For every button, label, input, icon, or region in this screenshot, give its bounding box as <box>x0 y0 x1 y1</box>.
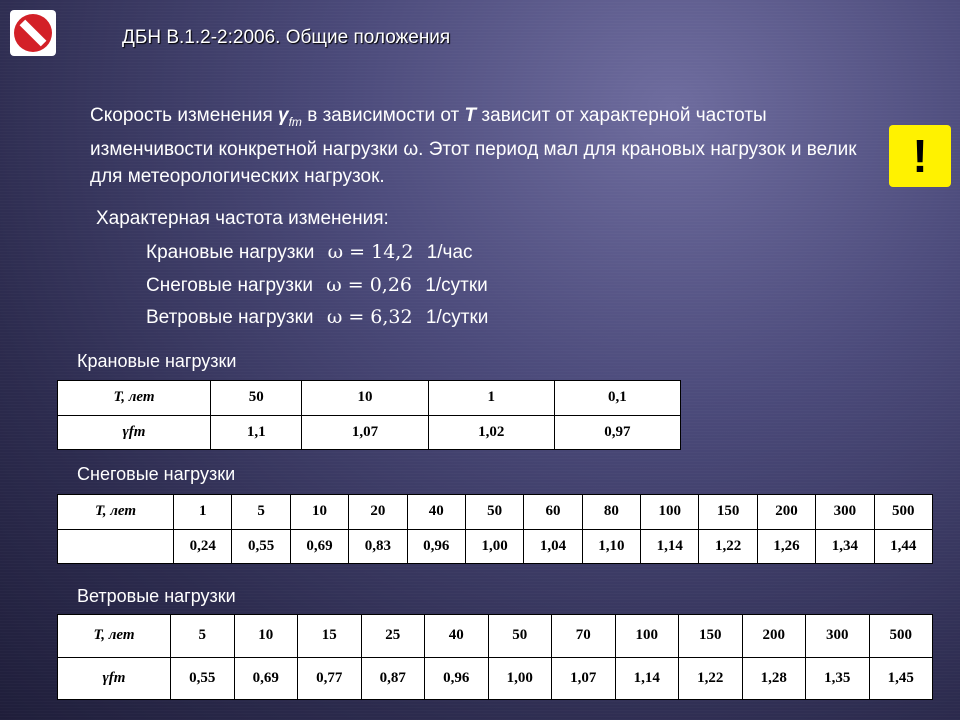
table-cell: 1,14 <box>641 529 699 564</box>
table-cell: 1 <box>174 495 232 530</box>
table-cell: 1 <box>428 381 554 416</box>
intro-paragraph: Скорость изменения $\gamma_{fm}$ в зависимости от T зависит от характерной частоты изменчивости конкретной нагрузки ω. Этот период мал для крановых нагрузок и велик для метеорологических нагрузок. <box>90 105 857 187</box>
table-cell: 0,96 <box>407 529 465 564</box>
table-cell: 300 <box>816 495 874 530</box>
table-cell: 50 <box>488 615 552 658</box>
table-row <box>58 657 933 700</box>
table-row <box>58 529 933 564</box>
table-cell: 50 <box>211 381 302 416</box>
table-cell: 10 <box>302 381 428 416</box>
frequency-title: Характерная частота изменения: <box>96 208 389 229</box>
period-row-label: T, лет <box>58 381 211 416</box>
table-cell: 0,69 <box>234 657 298 700</box>
table-cell: 60 <box>524 495 582 530</box>
gamma-row-label: γfm <box>58 415 211 450</box>
frequency-formula: ω = 14,2 <box>327 241 414 263</box>
exclamation-icon: ! <box>889 125 951 187</box>
table-cell: 100 <box>641 495 699 530</box>
wind-load-table <box>57 614 933 700</box>
table-cell: 0,83 <box>349 529 407 564</box>
logo-icon <box>10 10 56 56</box>
wind-table-title: Ветровые нагрузки <box>77 586 236 606</box>
table-cell: 0,55 <box>171 657 235 700</box>
gamma-row-label: γfm <box>58 657 171 700</box>
table-cell: 1,28 <box>742 657 806 700</box>
period-symbol: T <box>464 105 477 126</box>
omega-symbol: ω <box>403 138 419 160</box>
table-row <box>58 381 681 416</box>
crane-load-table <box>57 380 681 450</box>
table-cell: 100 <box>615 615 679 658</box>
frequency-formula: ω = 0,26 <box>326 274 413 296</box>
frequency-formula: ω = 6,32 <box>326 306 413 328</box>
table-cell: 0,97 <box>554 415 680 450</box>
page-title: ДБН В.1.2-2:2006. Общие положения <box>122 27 451 48</box>
table-cell: 500 <box>874 495 933 530</box>
table-cell: 5 <box>171 615 235 658</box>
table-cell: 150 <box>699 495 757 530</box>
table-cell: 0,24 <box>174 529 232 564</box>
table-cell: 10 <box>290 495 348 530</box>
table-cell: 1,14 <box>615 657 679 700</box>
crane-table-title: Крановые нагрузки <box>77 351 237 371</box>
table-cell: 15 <box>298 615 362 658</box>
table-cell: 25 <box>361 615 425 658</box>
table-cell: 1,45 <box>869 657 933 700</box>
snow-table-title: Снеговые нагрузки <box>77 464 236 484</box>
table-cell: 10 <box>234 615 298 658</box>
table-cell: 0,77 <box>298 657 362 700</box>
table-cell: 0,69 <box>290 529 348 564</box>
frequency-row-wind: Ветровые нагрузки ω = 6,32 1/сутки <box>146 306 489 328</box>
table-cell: 300 <box>806 615 870 658</box>
table-cell: 500 <box>869 615 933 658</box>
table-cell: 1,10 <box>582 529 640 564</box>
table-cell: 1,44 <box>874 529 933 564</box>
table-cell: 0,55 <box>232 529 290 564</box>
table-cell: 200 <box>757 495 815 530</box>
period-row-label: T, лет <box>58 615 171 658</box>
table-cell: 1,26 <box>757 529 815 564</box>
frequency-row-crane: Крановые нагрузки ω = 14,2 1/час <box>146 241 473 263</box>
snow-load-table <box>57 494 933 564</box>
table-cell: 1,22 <box>679 657 743 700</box>
table-cell: 1,07 <box>552 657 616 700</box>
table-cell: 1,35 <box>806 657 870 700</box>
table-cell: 40 <box>407 495 465 530</box>
table-cell: 5 <box>232 495 290 530</box>
table-row <box>58 495 933 530</box>
table-cell: 20 <box>349 495 407 530</box>
table-cell: 1,07 <box>302 415 428 450</box>
table-cell: 150 <box>679 615 743 658</box>
table-cell: 40 <box>425 615 489 658</box>
table-cell: 0,96 <box>425 657 489 700</box>
table-cell: 200 <box>742 615 806 658</box>
table-cell: 1,1 <box>211 415 302 450</box>
table-cell: 1,00 <box>465 529 523 564</box>
table-cell: 0,1 <box>554 381 680 416</box>
frequency-row-snow: Снеговые нагрузки ω = 0,26 1/сутки <box>146 274 488 296</box>
table-cell: 1,22 <box>699 529 757 564</box>
table-cell: 70 <box>552 615 616 658</box>
gamma-symbol: γ <box>278 105 289 126</box>
table-cell: 1,00 <box>488 657 552 700</box>
table-row <box>58 415 681 450</box>
table-row <box>58 615 933 658</box>
table-cell: 1,02 <box>428 415 554 450</box>
table-cell: 0,87 <box>361 657 425 700</box>
table-cell: 50 <box>465 495 523 530</box>
period-row-label: T, лет <box>58 495 174 530</box>
gamma-row-label <box>58 529 174 564</box>
table-cell: 1,34 <box>816 529 874 564</box>
table-cell: 80 <box>582 495 640 530</box>
table-cell: 1,04 <box>524 529 582 564</box>
